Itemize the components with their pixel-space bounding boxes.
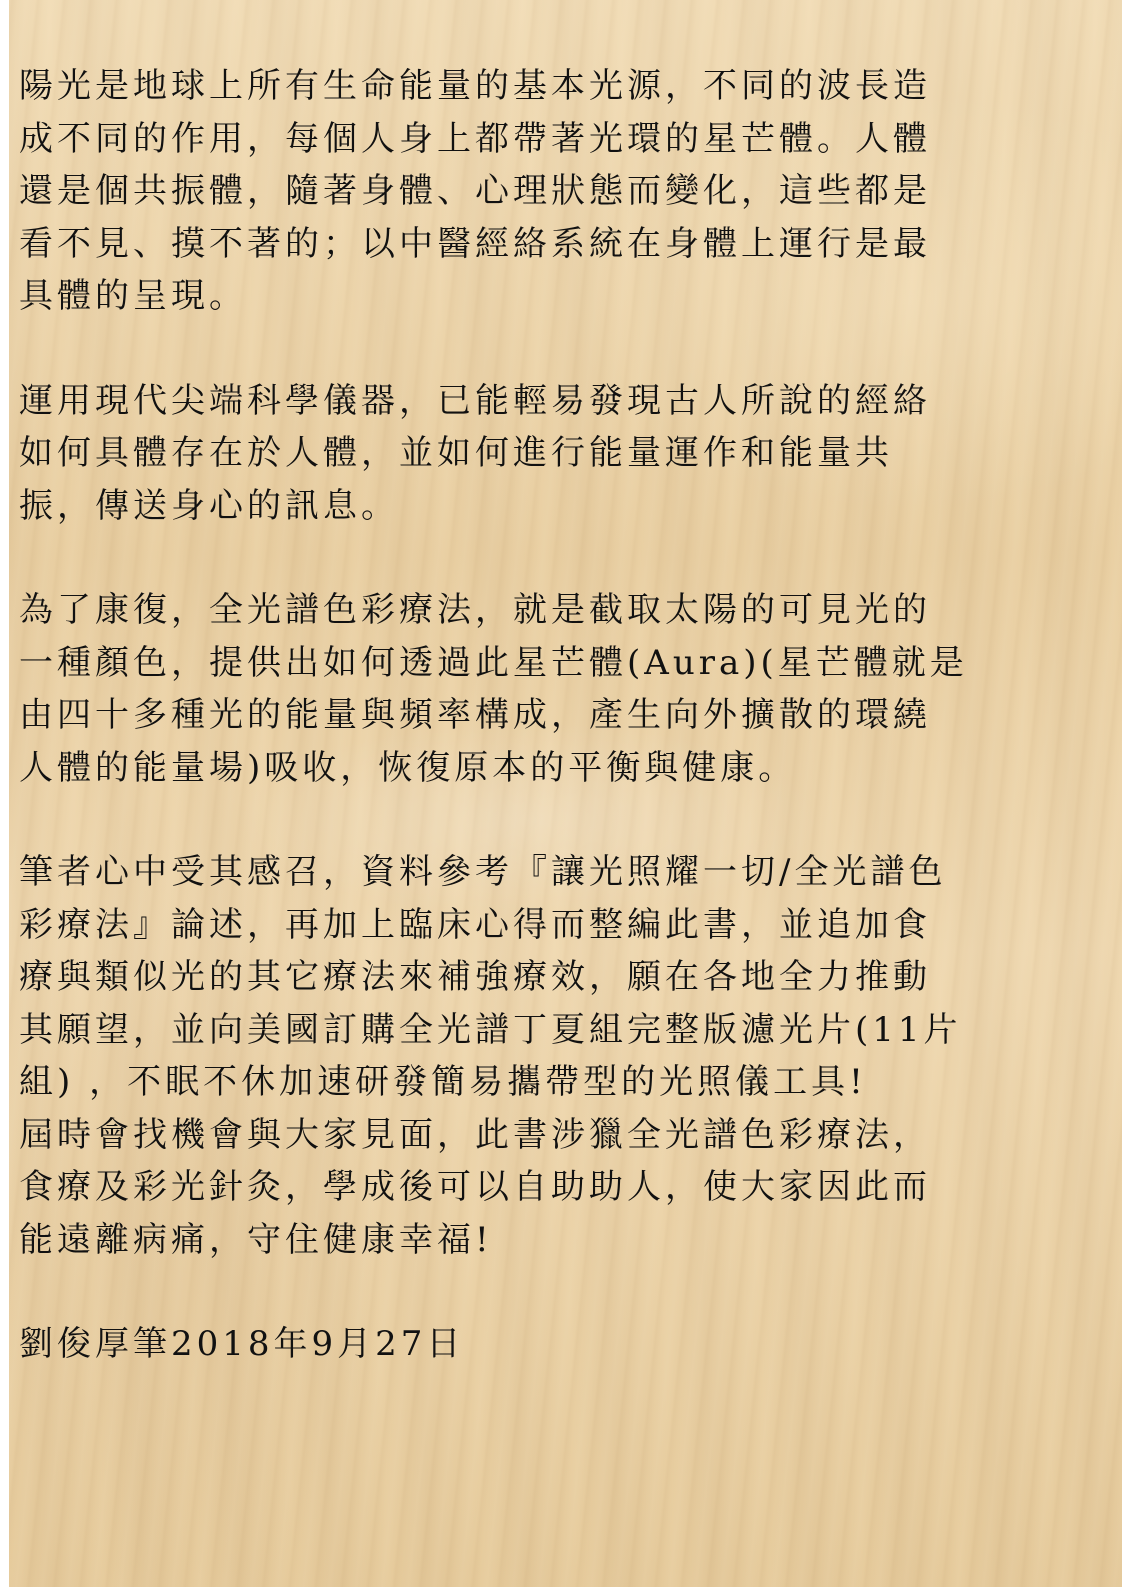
paragraph-intro	[19, 60, 1114, 323]
text-line: 還是個共振體，隨著身體、心理狀態而變化，這些都是	[19, 171, 931, 211]
text-line: 屆時會找機會與大家見面，此書涉獵全光譜色彩療法，	[19, 1114, 931, 1155]
text-line: 成不同的作用，每個人身上都帶著光環的星芒體。人體	[19, 118, 931, 159]
preface-text	[19, 60, 1114, 1423]
text-line: 其願望，並向美國訂購全光譜丁夏組完整版濾光片(11片	[19, 1009, 962, 1050]
paragraph-author-note	[19, 846, 1114, 1266]
text-line: 能遠離病痛，守住健康幸福!	[19, 1219, 493, 1260]
text-line: 運用現代尖端科學儀器，已能輕易發現古人所說的經絡	[19, 380, 931, 421]
signature-line	[19, 1318, 1114, 1371]
text-line: 筆者心中受其感召，資料參考『讓光照耀一切/全光譜色	[19, 852, 947, 892]
text-line: 陽光是地球上所有生命能量的基本光源，不同的波長造	[19, 66, 931, 106]
text-line: 具體的呈現。	[19, 276, 247, 316]
text-line: 由四十多種光的能量與頻率構成，產生向外擴散的環繞	[19, 695, 931, 735]
wood-texture-page	[9, 0, 1122, 1587]
text-line: 人體的能量場)吸收，恢復原本的平衡與健康。	[19, 747, 797, 788]
author-date: 劉俊厚筆2018年9月27日	[19, 1324, 465, 1364]
paragraph-science	[19, 375, 1114, 533]
text-line: 一種顏色，提供出如何透過此星芒體(Aura)(星芒體就是	[19, 642, 968, 683]
text-line: 為了康復，全光譜色彩療法，就是截取太陽的可見光的	[19, 590, 931, 630]
text-line: 如何具體存在於人體，並如何進行能量運作和能量共	[19, 433, 893, 473]
text-line: 彩療法』論述，再加上臨床心得而整編此書，並追加食	[19, 904, 931, 945]
text-line: 組) ，不眠不休加速研發簡易攜帶型的光照儀工具!	[19, 1062, 867, 1102]
text-line: 療與類似光的其它療法來補強療效，願在各地全力推動	[19, 957, 931, 997]
text-line: 看不見、摸不著的；以中醫經絡系統在身體上運行是最	[19, 223, 931, 264]
text-line: 振，傳送身心的訊息。	[19, 485, 399, 526]
paragraph-color-therapy	[19, 584, 1114, 794]
text-line: 食療及彩光針灸，學成後可以自助助人，使大家因此而	[19, 1167, 931, 1207]
